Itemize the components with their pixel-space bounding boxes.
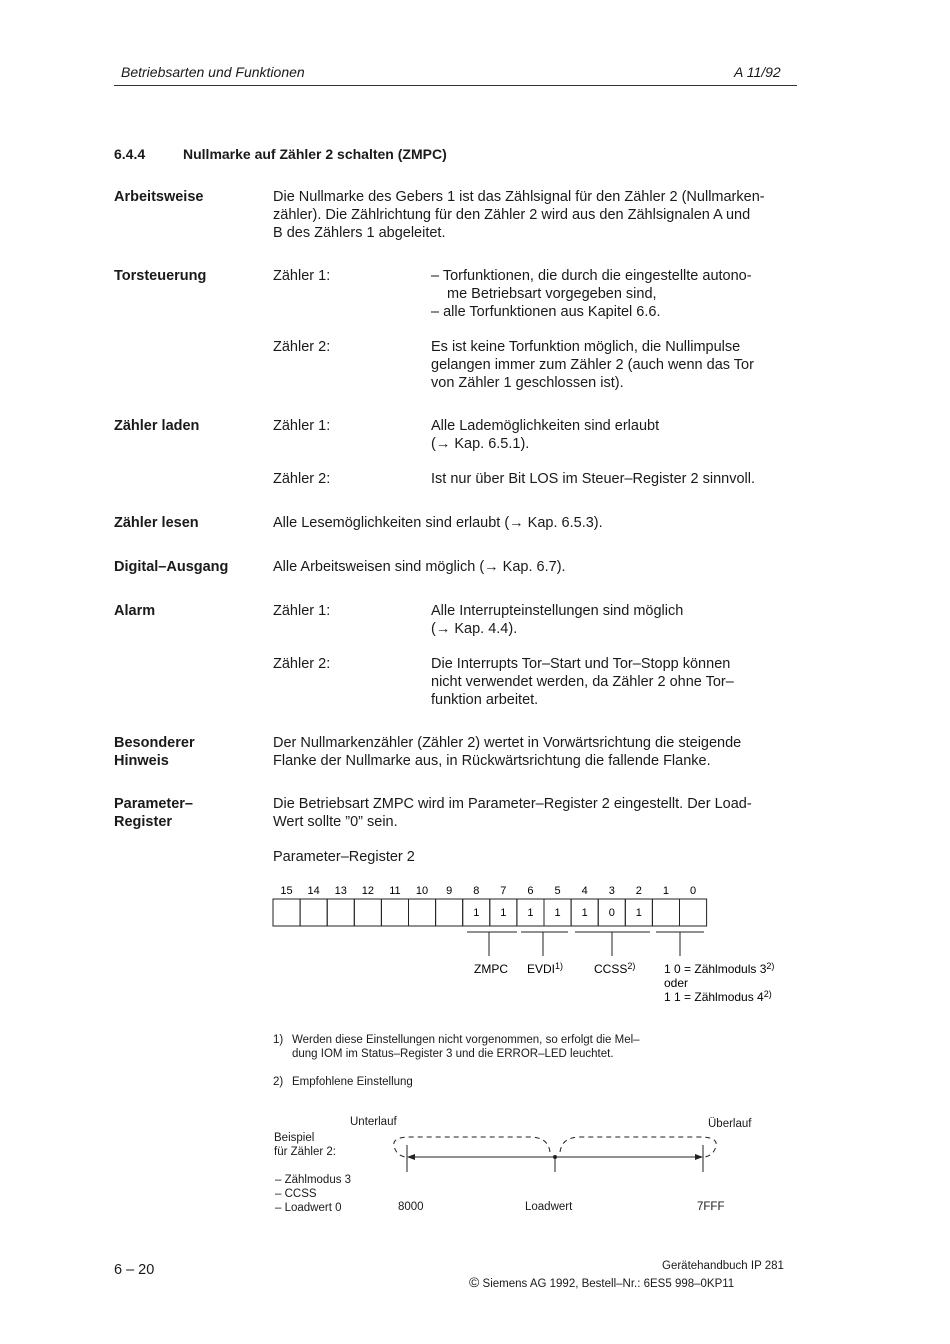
page-number: 6 – 20 — [114, 1262, 155, 1278]
label-torsteuerung: Torsteuerung — [114, 268, 207, 284]
label-digital-ausgang: Digital–Ausgang — [114, 559, 229, 575]
label-parameter-register: Parameter– Register — [114, 796, 193, 830]
label-zaehler-lesen: Zähler lesen — [114, 515, 199, 531]
running-header-title: Betriebsarten und Funktionen — [121, 64, 305, 80]
torsteuerung-z2-text: Es ist keine Torfunktion möglich, die Nullimpulse gelangen immer zum Zähler 2 (auch wenn das Tor von Zähler 1 geschlossen ist). — [431, 339, 754, 391]
bit-number: 15 — [280, 885, 293, 897]
label-alarm: Alarm — [114, 603, 156, 619]
bit-number: 9 — [446, 885, 453, 897]
bit-number: 6 — [527, 885, 534, 897]
alarm-z2-label: Zähler 2: — [273, 656, 331, 672]
bit-number: 8 — [473, 885, 480, 897]
hinweis-text: Der Nullmarkenzähler (Zähler 2) wertet in Vorwärtsrichtung die steigende Flanke der Nullmarke aus, in Rückwärtsrichtung die fallende Flanke. — [273, 735, 742, 769]
label-besonderer-hinweis: Besonderer Hinweis — [114, 735, 195, 769]
footer-manual-title: Gerätehandbuch IP 281 — [662, 1260, 784, 1272]
bit-value: 0 — [608, 907, 615, 919]
bit-number: 1 — [662, 885, 670, 897]
bit-number: 4 — [581, 885, 588, 897]
group-label-ccss: CCSS$^{2)}$ — [594, 961, 636, 976]
ueberlauf-arc — [560, 1137, 716, 1157]
lesen-text: Alle Lesemöglichkeiten sind erlaubt (→ Kap. 6.5.3). — [273, 515, 603, 531]
loadwert-label: Loadwert — [525, 1201, 573, 1213]
bit-number: 11 — [389, 885, 401, 897]
group-label-evdi: EVDI$^{1)}$ — [527, 961, 564, 976]
bit-number: 2 — [635, 885, 642, 897]
alarm-z1-label: Zähler 1: — [273, 603, 331, 619]
bit-number: 3 — [608, 885, 615, 897]
section-title: Nullmarke auf Zähler 2 schalten (ZMPC) — [183, 146, 447, 162]
digital-text: Alle Arbeitsweisen sind möglich (→ Kap. 6.7). — [273, 559, 566, 575]
copyright-icon: © — [469, 1274, 480, 1290]
laden-z1-text: Alle Lademöglichkeiten sind erlaubt (→ Kap. 6.5.1). — [431, 418, 660, 452]
label-zaehler-laden: Zähler laden — [114, 418, 200, 434]
mode-line-2: oder — [664, 976, 689, 990]
torsteuerung-z1-label: Zähler 1: — [273, 268, 331, 284]
range-min-label: 8000 — [398, 1201, 424, 1213]
bit-number: 14 — [307, 885, 320, 897]
alarm-z1-text: Alle Interrupteinstellungen sind möglich (→ Kap. 4.4). — [431, 603, 684, 637]
label-arbeitsweise: Arbeitsweise — [114, 189, 204, 205]
bit-number: 5 — [554, 885, 561, 897]
footer-copyright: © Siemens AG 1992, Bestell–Nr.: 6ES5 998–0KP11 — [469, 1274, 735, 1290]
laden-z1-label: Zähler 1: — [273, 418, 331, 434]
ueberlauf-label: Überlauf — [708, 1118, 752, 1130]
bit-value: 1 — [635, 907, 642, 919]
bit-number: 13 — [334, 885, 347, 897]
bit-value: 1 — [527, 907, 534, 919]
unterlauf-arc — [394, 1137, 550, 1157]
laden-z2-label: Zähler 2: — [273, 471, 331, 487]
mode-line-3: 1 1 = Zählmodus 4$^{2)}$ — [664, 989, 772, 1004]
mode-line-1: 1 0 = Zählmoduls 3$^{2)}$ — [664, 961, 775, 976]
bit-value: 1 — [581, 907, 588, 919]
footnote-1-mark: 1) — [273, 1034, 284, 1046]
bit-number: 12 — [361, 885, 374, 897]
parameter-text: Die Betriebsart ZMPC wird im Parameter–Register 2 eingestellt. Der Load- Wert sollte ”0” sein. — [273, 796, 752, 830]
example-settings: – Zählmodus 3 – CCSS – Loadwert 0 — [275, 1174, 352, 1214]
laden-z2-text: Ist nur über Bit LOS im Steuer–Register 2 sinnvoll. — [431, 471, 755, 487]
footnote-2-mark: 2) — [273, 1076, 284, 1088]
range-max-label: 7FFF — [697, 1201, 725, 1213]
running-header-date: A 11/92 — [734, 64, 781, 80]
arbeitsweise-text: Die Nullmarke des Gebers 1 ist das Zählsignal für den Zähler 2 (Nullmarken- zähler). Die Zählrichtung für den Zähler 2 wird aus den Zählsignalen A und B des Zählers 1 abgeleitet. — [273, 189, 765, 241]
torsteuerung-z1-text: – Torfunktionen, die durch die eingestellte autono- me Betriebsart vorgegeben sind, – alle Torfunktionen aus Kapitel 6.6. — [431, 268, 752, 320]
unterlauf-label: Unterlauf — [350, 1116, 397, 1128]
bit-number: 0 — [689, 885, 697, 897]
alarm-z2-text: Die Interrupts Tor–Start und Tor–Stopp können nicht verwendet werden, da Zähler 2 ohne Tor– funktion arbeitet. — [431, 656, 734, 708]
loadwert-point — [553, 1155, 557, 1159]
footnote-1-text: Werden diese Einstellungen nicht vorgenommen, so erfolgt die Mel– dung IOM im Status–Register 3 und die ERROR–LED leuchtet. — [292, 1034, 640, 1060]
bit-number: 7 — [500, 885, 507, 897]
register-title: Parameter–Register 2 — [273, 849, 415, 865]
torsteuerung-z2-label: Zähler 2: — [273, 339, 331, 355]
bit-value: 1 — [500, 907, 507, 919]
bit-number: 10 — [415, 885, 429, 897]
bit-value: 1 — [473, 907, 480, 919]
bit-value: 1 — [554, 907, 561, 919]
example-label: Beispiel für Zähler 2: — [274, 1132, 336, 1158]
group-label-zmpc: ZMPC — [474, 962, 508, 976]
footnote-2-text: Empfohlene Einstellung — [292, 1076, 413, 1088]
section-number: 6.4.4 — [114, 146, 146, 162]
